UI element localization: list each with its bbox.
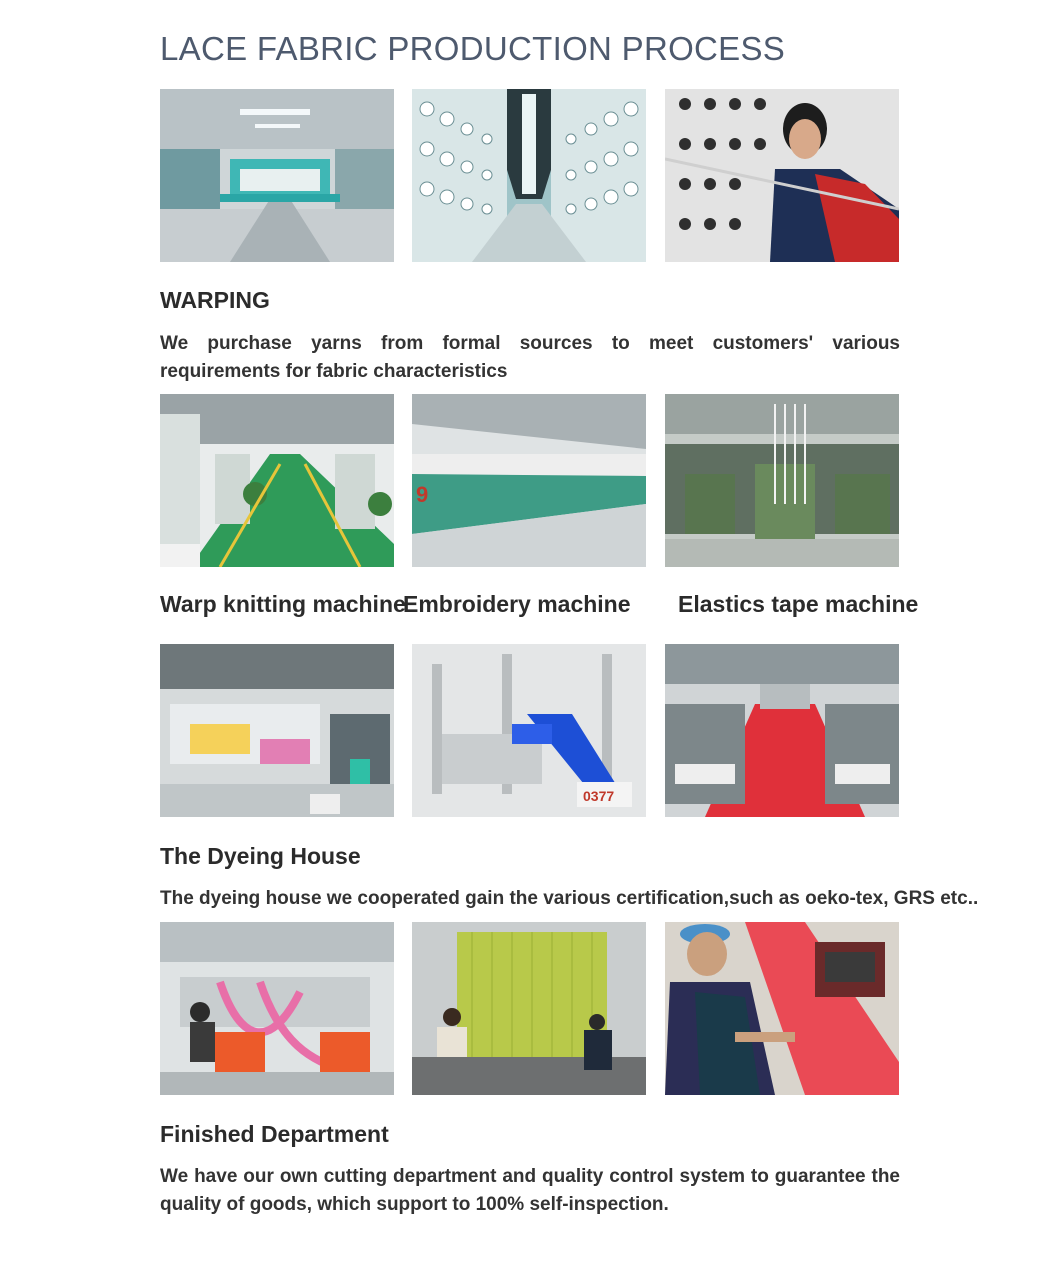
finished-description: We have our own cutting department and quality control system to guarantee the quality of goods, which support to 100% self-inspection. [160,1166,900,1215]
cutting-room-photo [160,922,394,1095]
embroidery-photo [412,394,646,567]
dyeing-description: The dyeing house we cooperated gain the various certification,such as oeko-tex, GRS etc.. [160,888,979,909]
warping-hall-photo [160,89,394,262]
finished-heading: Finished Department [160,1121,389,1147]
dyeing-heading: The Dyeing House [160,843,361,869]
yarn-creel-photo [412,89,646,262]
caption-warp-knitting: Warp knitting machine [160,591,406,617]
stenter-photo [665,644,899,817]
worker-inspecting-photo [665,922,899,1095]
caption-embroidery: Embroidery machine [403,591,631,617]
dyeing-machine-photo [412,644,646,817]
machine-number-label: 0377 [583,788,615,804]
inspection-photo [412,922,646,1095]
warp-knitting-photo [160,394,394,567]
warping-heading: WARPING [160,287,270,313]
warping-description: We purchase yarns from formal sources to meet customers' various requirements for fabric characteristics [160,333,900,382]
worker-threading-photo [665,89,899,262]
dyeing-hall-photo [160,644,394,817]
svg-text:9: 9 [416,482,429,507]
elastic-tape-photo [665,394,899,567]
caption-elastics-tape: Elastics tape machine [678,591,919,617]
page-title: LACE FABRIC PRODUCTION PROCESS [160,30,786,67]
